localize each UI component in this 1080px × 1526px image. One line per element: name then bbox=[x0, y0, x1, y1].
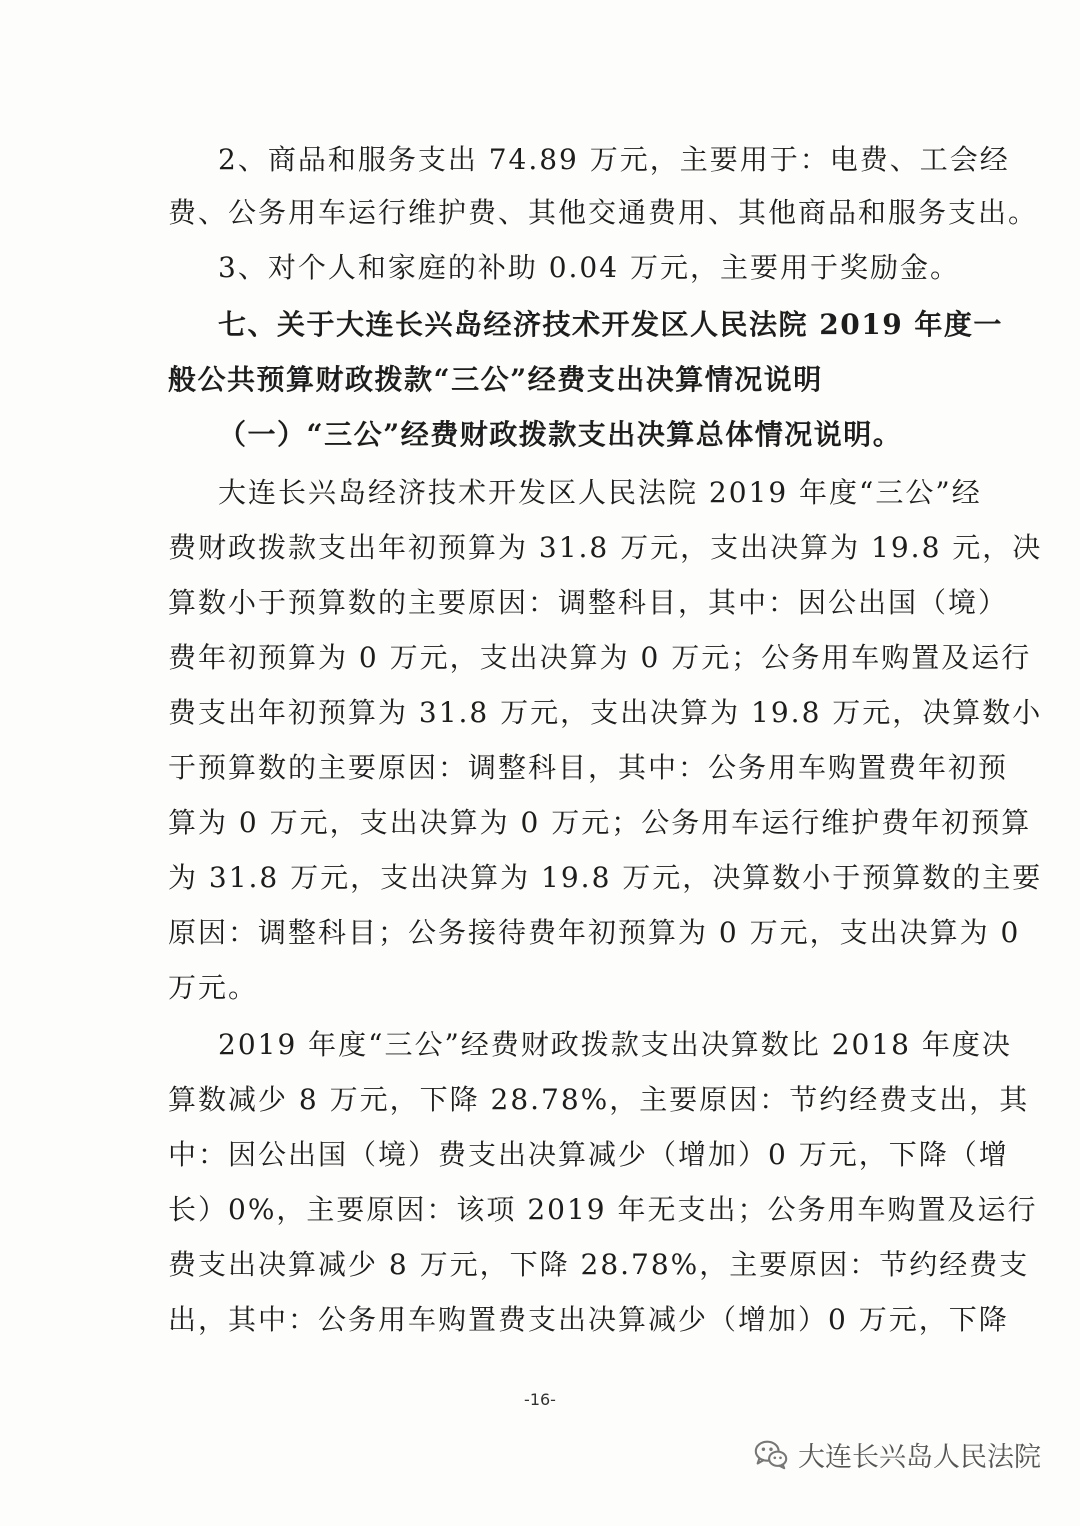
section-heading-line-2: 般公共预算财政拨款“三公”经费支出决算情况说明 bbox=[168, 363, 823, 396]
text-line-19: 中：因公出国（境）费支出决算减少（增加）0 万元，下降（增 bbox=[168, 1138, 1009, 1171]
text-line-11: 费支出年初预算为 31.8 万元，支出决算为 19.8 万元，决算数小 bbox=[168, 696, 1043, 729]
subsection-heading: （一）“三公”经费财政拨款支出决算总体情况说明。 bbox=[218, 418, 903, 451]
text-line-17: 2019 年度“三公”经费财政拨款支出决算数比 2018 年度决 bbox=[218, 1028, 1012, 1061]
text-line-15: 原因：调整科目；公务接待费年初预算为 0 万元，支出决算为 0 bbox=[168, 916, 1021, 949]
text-line-16: 万元。 bbox=[168, 971, 259, 1004]
section-heading-line-1: 七、关于大连长兴岛经济技术开发区人民法院 2019 年度一 bbox=[218, 308, 1003, 341]
text-line-2: 费、公务用车运行维护费、其他交通费用、其他商品和服务支出。 bbox=[168, 196, 1039, 229]
text-line-9: 算数小于预算数的主要原因：调整科目，其中：因公出国（境） bbox=[168, 586, 1009, 619]
watermark-text: 大连长兴岛人民法院 bbox=[798, 1441, 1041, 1473]
text-line-8: 费财政拨款支出年初预算为 31.8 万元，支出决算为 19.8 元，决 bbox=[168, 531, 1043, 564]
watermark bbox=[752, 1432, 1052, 1476]
text-line-21: 费支出决算减少 8 万元，下降 28.78%，主要原因：节约经费支 bbox=[168, 1248, 1030, 1281]
text-line-12: 于预算数的主要原因：调整科目，其中：公务用车购置费年初预 bbox=[168, 751, 1009, 784]
text-line-10: 费年初预算为 0 万元，支出决算为 0 万元；公务用车购置及运行 bbox=[168, 641, 1032, 674]
text-line-22: 出，其中：公务用车购置费支出决算减少（增加）0 万元，下降 bbox=[168, 1303, 1009, 1336]
page-number: -16- bbox=[524, 1390, 556, 1409]
wechat-icon bbox=[752, 1435, 790, 1473]
text-line-3: 3、对个人和家庭的补助 0.04 万元，主要用于奖励金。 bbox=[218, 251, 960, 284]
text-line-7: 大连长兴岛经济技术开发区人民法院 2019 年度“三公”经 bbox=[218, 476, 982, 509]
text-line-1: 2、商品和服务支出 74.89 万元，主要用于：电费、工会经 bbox=[218, 143, 1010, 176]
text-line-20: 长）0%，主要原因：该项 2019 年无支出；公务用车购置及运行 bbox=[168, 1193, 1038, 1226]
text-line-13: 算为 0 万元，支出决算为 0 万元；公务用车运行维护费年初预算 bbox=[168, 806, 1032, 839]
text-line-14: 为 31.8 万元，支出决算为 19.8 万元，决算数小于预算数的主要 bbox=[168, 861, 1043, 894]
text-line-18: 算数减少 8 万元，下降 28.78%，主要原因：节约经费支出，其 bbox=[168, 1083, 1030, 1116]
